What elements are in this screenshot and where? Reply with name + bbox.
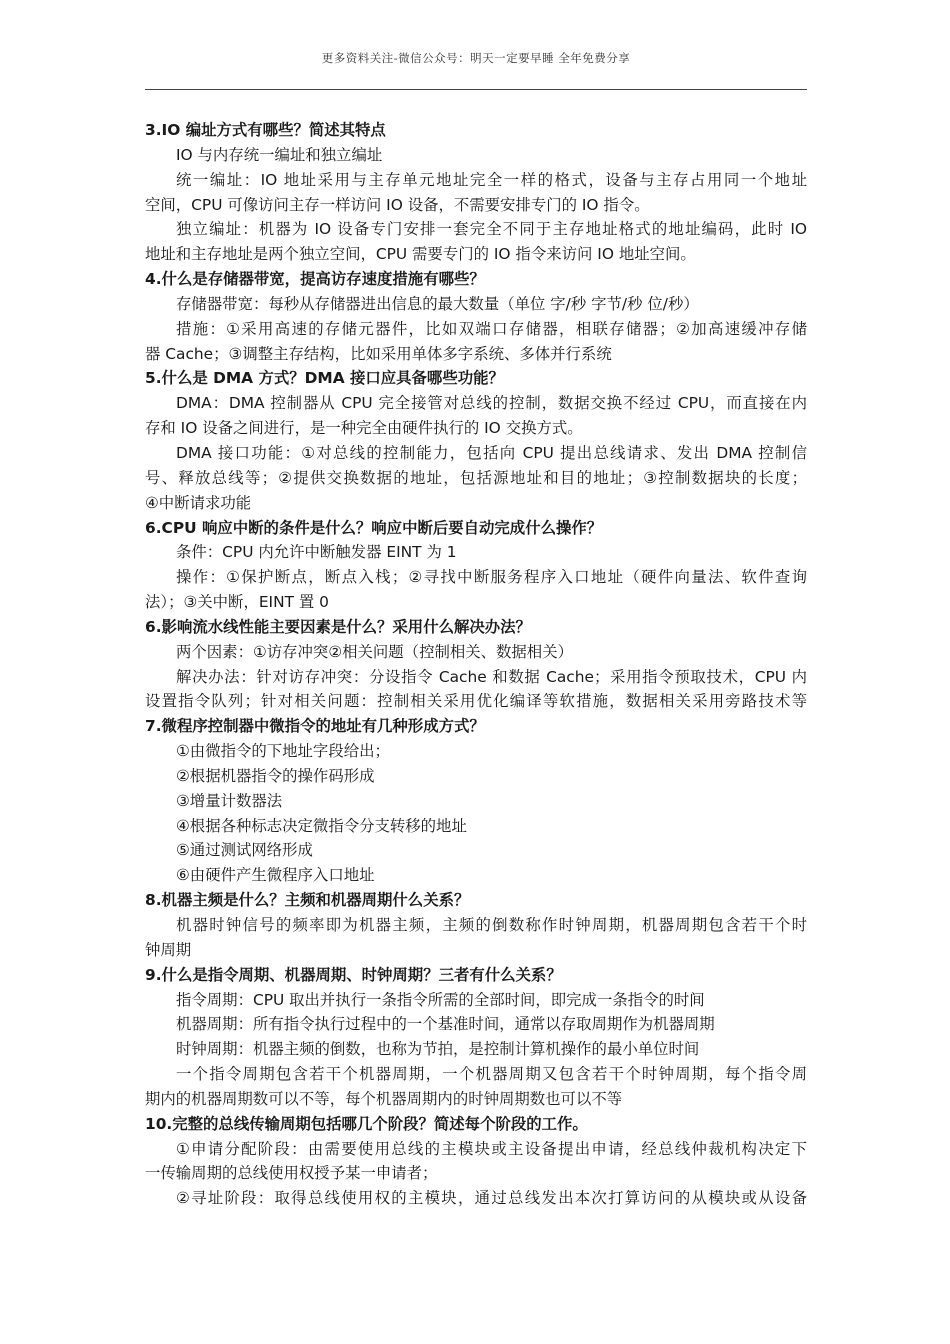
question-heading: 9.什么是指令周期、机器周期、时钟周期？三者有什么关系？ bbox=[145, 965, 562, 984]
text-line: 钟周期 bbox=[145, 940, 192, 959]
question-heading: 3.IO 编址方式有哪些？简述其特点 bbox=[145, 121, 386, 139]
text-line: 独立编址：机器为 IO 设备专门安排一套完全不同于主存地址格式的地址编码，此时 IO bbox=[176, 220, 807, 239]
text-line: ②根据机器指令的操作码形成 bbox=[176, 766, 375, 785]
question-heading: 6.CPU 响应中断的条件是什么？响应中断后要自动完成什么操作？ bbox=[145, 518, 603, 537]
text-line: ⑤通过测试网络形成 bbox=[176, 841, 313, 860]
text-line: DMA：DMA 控制器从 CPU 完全接管对总线的控制，数据交换不经过 CPU，而直接在内 bbox=[176, 394, 807, 413]
text-line: 操作：①保护断点，断点入栈；②寻找中断服务程序入口地址（硬件向量法、软件查询 bbox=[176, 568, 807, 587]
text-line: ①由微指令的下地址字段给出； bbox=[176, 742, 390, 761]
text-line: ③增量计数器法 bbox=[176, 791, 283, 810]
question-heading: 8.机器主频是什么？主频和机器周期什么关系？ bbox=[145, 891, 470, 910]
text-line: 一传输周期的总线使用权授予某一申请者； bbox=[145, 1164, 438, 1183]
header-rule bbox=[145, 89, 807, 90]
text-line: 两个因素：①访存冲突②相关问题（控制相关、数据相关） bbox=[176, 642, 573, 661]
text-line: ①申请分配阶段：由需要使用总线的主模块或主设备提出申请，经总线仲裁机构决定下 bbox=[176, 1139, 807, 1158]
text-line: 存和 IO 设备之间进行，是一种完全由硬件执行的 IO 交换方式。 bbox=[145, 419, 583, 438]
question-heading: 6.影响流水线性能主要因素是什么？采用什么解决办法？ bbox=[145, 617, 531, 636]
text-line: 指令周期：CPU 取出并执行一条指令所需的全部时间，即完成一条指令的时间 bbox=[176, 990, 705, 1009]
text-line: 法）；③关中断，EINT 置 0 bbox=[145, 593, 329, 612]
question-heading: 4.什么是存储器带宽，提高访存速度措施有哪些？ bbox=[145, 270, 485, 289]
text-line: 地址和主存地址是两个独立空间，CPU 需要专门的 IO 指令来访问 IO 地址空间。 bbox=[145, 245, 696, 264]
text-line: 号、释放总线等；②提供交换数据的地址，包括源地址和目的地址；③控制数据块的长度； bbox=[145, 468, 807, 487]
text-line: ④中断请求功能 bbox=[145, 493, 252, 512]
text-line: 机器时钟信号的频率即为机器主频，主频的倒数称作时钟周期，机器周期包含若干个时 bbox=[176, 916, 807, 934]
text-line: 条件：CPU 内允许中断触发器 EINT 为 1 bbox=[176, 543, 457, 562]
text-line: 一个指令周期包含若干个机器周期，一个机器周期又包含若干个时钟周期，每个指令周 bbox=[176, 1065, 807, 1084]
text-line: 解决办法：针对访存冲突：分设指令 Cache 和数据 Cache；采用指令预取技术，CPU 内 bbox=[176, 667, 807, 686]
document-body bbox=[145, 118, 807, 1211]
text-line: 存储器带宽：每秒从存储器进出信息的最大数量（单位 字/秒 字节/秒 位/秒） bbox=[176, 294, 699, 313]
question-heading: 10.完整的总线传输周期包括哪几个阶段？简述每个阶段的工作。 bbox=[145, 1114, 588, 1133]
text-line: ⑥由硬件产生微程序入口地址 bbox=[176, 866, 375, 885]
text-line: ④根据各种标志决定微指令分支转移的地址 bbox=[176, 816, 467, 835]
text-line: 器 Cache；③调整主存结构，比如采用单体多字系统、多体并行系统 bbox=[145, 344, 612, 363]
page-header: 更多资料关注-微信公众号：明天一定要早睡 全年免费分享 bbox=[321, 51, 631, 65]
question-heading: 7.微程序控制器中微指令的地址有几种形成方式？ bbox=[145, 717, 485, 736]
text-line: 设置指令队列；针对相关问题：控制相关采用优化编译等软措施，数据相关采用旁路技术等 bbox=[145, 692, 807, 711]
text-line: 时钟周期：机器主频的倒数，也称为节拍，是控制计算机操作的最小单位时间 bbox=[176, 1040, 700, 1059]
text-line: ②寻址阶段：取得总线使用权的主模块，通过总线发出本次打算访问的从模块或从设备 bbox=[176, 1189, 807, 1208]
text-line: DMA 接口功能：①对总线的控制能力，包括向 CPU 提出总线请求、发出 DMA 控制信 bbox=[176, 443, 807, 462]
text-line: 空间，CPU 可像访问主存一样访问 IO 设备，不需要安排专门的 IO 指令。 bbox=[145, 195, 650, 214]
text-line: 统一编址：IO 地址采用与主存单元地址完全一样的格式，设备与主存占用同一个地址 bbox=[176, 170, 807, 189]
text-line: IO 与内存统一编址和独立编址 bbox=[176, 145, 383, 164]
text-line: 期内的机器周期数可以不等，每个机器周期内的时钟周期数也可以不等 bbox=[145, 1089, 623, 1108]
question-heading: 5.什么是 DMA 方式？DMA 接口应具备哪些功能？ bbox=[145, 369, 504, 388]
text-line: 机器周期：所有指令执行过程中的一个基准时间，通常以存取周期作为机器周期 bbox=[176, 1015, 715, 1034]
text-line: 措施：①采用高速的存储元器件，比如双端口存储器，相联存储器；②加高速缓冲存储 bbox=[176, 319, 807, 338]
